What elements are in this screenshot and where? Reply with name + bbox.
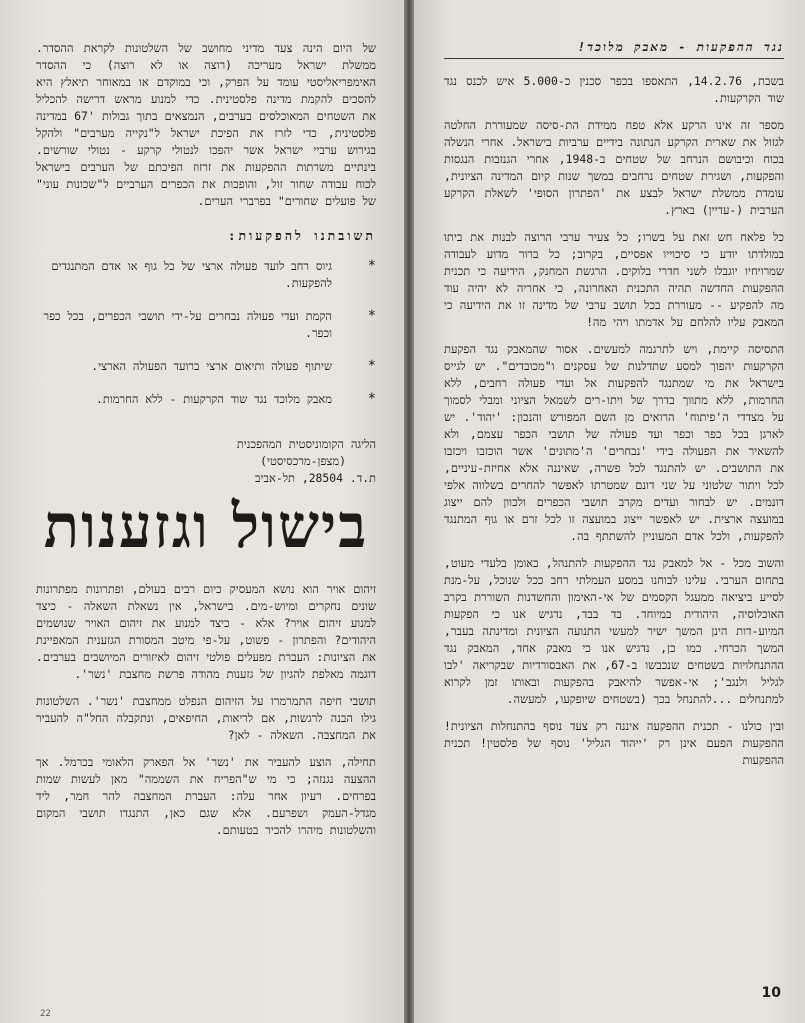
book-gutter (404, 0, 414, 1023)
article-paragraph: מספר זה אינו הרקע אלא טפח ממידת הת-סיסה שמעוררת החלטה לגזול את שארית הקרקע הנתונה בידיים ערביות בישראל. אחרי הנשלה בכוח וכיבושם הנרחב של שטחים ב-1948, אחרי הגנזבות הנגסות והפקעות, ושגירת שטחים נרחבים במשך שנות קיום המדינה הציונית, עומדת ממשלת ישראל לבצע את 'הפתרון הסופי' לשאלת הקרקע הערבית (-עדיין) בארץ. (444, 118, 784, 217)
article-title: בישול וגזענות (43, 490, 369, 562)
page-number: 10 (761, 985, 781, 1001)
signature-block (36, 436, 376, 487)
asterisk-icon: * (367, 358, 376, 374)
asterisk-icon: * (367, 391, 376, 407)
list-item: * מאבק מלוכד נגד שוד הקרקעות - ללא החרמות. (96, 391, 376, 407)
demands-list (36, 258, 376, 408)
article-paragraph: והשוב מכל - אל למאבק נגד ההפקעות להתנהל, כאומן בלעדי מעוט, בתחום הערבי. עלינו לבוחנו במסע העמלתי רחב ככל שנוכל, על-מנת לסייע ביציאה ממעגל הקסמים של אי-האימון והחשדנות השוררת בקרב האוכלוסיה, היהודית במיוחד. בד בבד, נדגיש אנו כי הפקעות המיוע-דות הינן המשך ישיר למעשי התנועה הציונית ומדינתה בעבר, המשך הכרחי. כמו כן, נדגיש אנו כי מאבק אחד, המאבק נגד ההתנחלויות בשטחים שנכבשו ב-67, את האבסורדיות שבקריאה 'לבו לגליל ולנגב'; אי-אפשר להיאבק בהפקעות ובאותו זמן לקרוא למתנחלים ...להתנחל בכך (בשטחים שיופקעו, למעשה. (444, 556, 784, 706)
signature-line: ת.ד. 28504, תל-אביב (255, 471, 376, 485)
list-item: * גיוס רחב לועד פעולה ארצי של כל גוף או אדם המתנגדים להפקעות. (51, 258, 376, 290)
response-heading: תשובתנו להפקעות: (227, 228, 376, 243)
article-paragraph: זיהום אויר הוא נושא המעסיק כיום רבים בעולם, ופתרונות מפתרונות שונים נחקרים ומיוש-מים. בישראל, אין נשאלת השאלה - כיצד למנוע זיהום אויר? אלא - כיצד למנוע את זיהום האויר שנושמים היהודים? והפתרון - פשוט, על-פי מיטב המסורת הגזענית המאפיינת את הציונות: העברת מפעלים פולטי זיהום לאיזורים המיושבים בערבים. דוגמה מאלפת להגיון של גזענות מהודה פרשת מחצבת 'נשר'. (36, 582, 376, 681)
signature-line: (מצפן-מרכסיסטי) (260, 454, 346, 468)
list-item: * שיתוף פעולה ותיאום ארצי ברועד הפעולה הארצי. (91, 358, 376, 374)
article-header: נגד ההפקעות - מאבק מלוכד! (444, 40, 784, 59)
signature-line: הליגה הקומוניסטית המהפכנית (236, 437, 376, 451)
list-item: * הקמת ועדי פעולה נבחרים על-ידי תושבי הכפרים, בכל כפר וכפר. (43, 308, 376, 340)
left-column (36, 40, 376, 849)
article-paragraph: בשבת, 14.2.76, התאספו בכפר סכנין כ-5.000 איש לכנס נגד שוד הקרקעות. (444, 74, 784, 105)
right-page (414, 0, 805, 1023)
article-paragraph: כל פלאח חש זאת על בשרו; כל צעיר ערבי הרוצה לבנות את ביתו במולדתו יודע כי סיכוייו אפסיים, בקרוב; כל ברור מדוע לעבודה שמרויחיו יוגבלו לשני חדרי בלוקים. הרגשת המחנק, הידיעה כי תכנית ההפקעות החדשה תהיה התכנית האחרונה, כי אחריה לא יהיה עוד מה להפקיע -- מעוררת בכל תושב ערבי של מדינה זו את הידיעה כי המאבק עליו להלחם על אדמתו ויהי מה! (444, 230, 784, 329)
intro-paragraph: של היום הינה צעד מדיני מחושב של השלטונות לקראת ההסדר. ממשלת ישראל מעריכה (רוצה או לא רוצה) כי ההסדר האימפריאליסטי עומד על הפרק, וכי במוקדם או במאוחר תיאלץ היא להסכים להקמת מדינה פלסטינית. כדי למנוע מראש דרישה להכליל את השטחים המאוכלסים בערבים, הנמצאים בתוך גבולות '67 במדינה פלסטינית, כדי לזרז את הפיכת ישראל ל"נקייה מערבים" ולהקל בגירוש ערביי ישראל אשר יהפכו לנטולי קרקע - נטולי שורשים. בינתיים משרתות ההפקעות את זרזוז הפיכתם של הערבים בישראל לכוח עבודה שחור זול, והופכות את הכפרים הערביים ל"שכונות עוני" של פועלים שחורים" בפרברי הערים. (36, 41, 376, 208)
right-column (444, 40, 784, 779)
article-paragraph: ובין כולנו - תכנית ההפקעה איננה רק צעד נוסף בהתנחלות הציונית! ההפקעות הפעם אינן רק 'ייהוד הגליל' נוסף של פלסטין! תכנית ההפקעות (444, 719, 784, 767)
article-paragraph: התסיסה קיימת, ויש לתרגמה למעשים. אסור שהמאבק נגד הפקעת הקרקעות יהפוך למסע שתדלנות של עסקנים ו"מכובדים". יש לגייס בישראל את מי שמתנגד להפקעות אל ועדי פעולה רחבים, ללא החרמות, ללא מתווך בדרך של ויתו-רים לשמאל הציוני ומבלי לסמוך על מצדדי ה'פיתוח' הרואים מן השם המפורש והנכון: 'יהוד'. יש לארגן בכל כפר וכפר ועד פעולה של תושבי הכפר עצמם, ולא להשאיר את הפעולה בידי 'נבחרים' ה'מתונים' אשר הוכזבו ויכזבו את התושבים. יש להתנגד לכל פשרה, שאיננה אלא אחיזת-עיניים, לכל ויתור שלטוני על שני דונם שמטרתו לאפשר להחרים בשלווה אלפי דונמים. יש לבחור ועדים מקרב תושבי הכפרים ולכוון להם ייצוג במועצה ארצית. יש לאפשר ייצוג במועצה זו לכל זרם או גוף המתנגד להפקעות, ולכל אדם המעוניין להשתתף בה. (444, 342, 784, 543)
page-mark: 22 (40, 1009, 51, 1019)
asterisk-icon: * (367, 258, 376, 274)
article-paragraph: תושבי חיפה התמרמרו על הזיהום הנפלט ממחצבת 'נשר'. השלטונות גילו הבנה לרגשות, אם לריאות, החיפאים, ונתקבלה החל"ה להעביר את המחצבה. השאלה - לאן? (36, 694, 376, 742)
asterisk-icon: * (367, 308, 376, 324)
article-paragraph: תחילה, הוצע להעביר את 'נשר' אל הפארק הלאומי בכרמל. אך ההצעה נגנזה; כי מי ש"הפריח את השממה" מאן לעשות שמות בפרחים. רעיון אחר עלה: העברת המחצבה להר חמר, ליד מגדל-העמק ושפרעם. אלא שגם כאן, התנגדו תושבי המקום והשלטונות מיהרו להכיר בטעותם. (36, 755, 376, 837)
